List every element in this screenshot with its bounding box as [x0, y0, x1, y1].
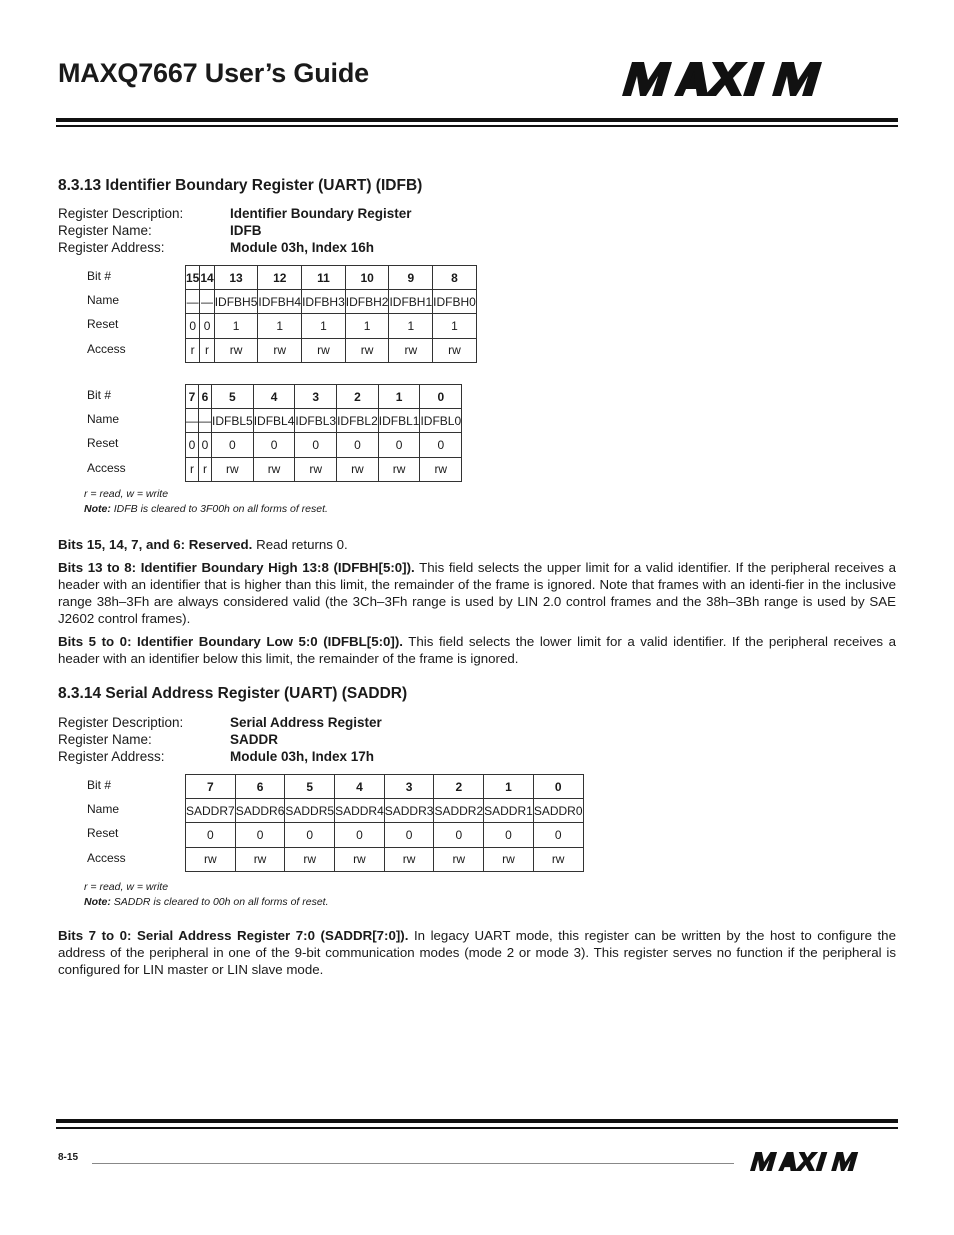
row-labels: [87, 774, 126, 871]
name-cell: IDFBL4: [253, 409, 295, 433]
access-row: [186, 338, 477, 362]
document-title: MAXQ7667 User’s Guide: [58, 58, 369, 88]
access-cell: rw: [389, 338, 433, 362]
row-labels: [87, 265, 126, 362]
para-bold: Bits 7 to 0: Serial Address Register 7:0 (SADDR[7:0]).: [58, 928, 409, 943]
name-cell: SADDR7: [186, 799, 236, 823]
reset-cell: 1: [345, 314, 389, 338]
para-text: Read returns 0.: [252, 537, 348, 552]
bit-cell: 3: [384, 775, 434, 799]
access-cell: rw: [186, 847, 236, 871]
reset-cell: 0: [186, 314, 200, 338]
access-cell: rw: [533, 847, 583, 871]
bit-name-row: [186, 799, 584, 823]
section-heading-idfb: 8.3.13 Identifier Boundary Register (UART) (IDFB): [58, 177, 423, 194]
desc-value: Module 03h, Index 16h: [230, 240, 375, 255]
bit-cell: 0: [533, 775, 583, 799]
bits-table: [185, 265, 477, 363]
reset-cell: 0: [253, 433, 295, 457]
bit-cell: 14: [200, 266, 214, 290]
desc-label: Register Address:: [58, 240, 165, 255]
access-row: [186, 847, 584, 871]
reset-cell: 0: [420, 433, 462, 457]
name-cell: —: [199, 409, 212, 433]
name-cell: SADDR6: [235, 799, 285, 823]
para-bold: Bits 15, 14, 7, and 6: Reserved.: [58, 537, 253, 552]
access-cell: r: [186, 457, 199, 481]
footer-rule-thin: [56, 1127, 898, 1129]
reset-cell: 0: [337, 433, 379, 457]
section-heading-saddr: 8.3.14 Serial Address Register (UART) (SADDR): [58, 685, 408, 702]
name-cell: IDFBH5: [214, 290, 258, 314]
desc-value: Module 03h, Index 17h: [230, 749, 375, 764]
bit-cell: 0: [420, 385, 462, 409]
desc-label: Register Description:: [58, 715, 184, 730]
reset-cell: 0: [212, 433, 254, 457]
bit-cell: 12: [258, 266, 302, 290]
access-cell: r: [199, 457, 212, 481]
access-cell: rw: [302, 338, 346, 362]
note-text: IDFB is cleared to 3F00h on all forms of reset.: [110, 502, 328, 515]
reset-cell: 0: [484, 823, 534, 847]
bits-table: [185, 774, 584, 872]
reset-row: [186, 823, 584, 847]
name-cell: SADDR5: [285, 799, 335, 823]
name-cell: SADDR3: [384, 799, 434, 823]
row-label: Access: [87, 850, 126, 865]
row-label: Access: [87, 341, 126, 356]
table-footnote-saddr: [84, 880, 329, 909]
access-cell: rw: [212, 457, 254, 481]
footer-rule-thick: [56, 1119, 898, 1123]
maxim-logo-footer: [750, 1152, 895, 1171]
reset-cell: 1: [389, 314, 433, 338]
access-cell: rw: [253, 457, 295, 481]
para-text: In legacy UART mode, this register can be written by the host to configure the address of the peripheral in one of the 9-bit communication modes (mode 2 or mode 3). This register serves no function if the peripheral is configured for LIN master or LIN slave mode.: [58, 928, 896, 977]
name-cell: IDFBL1: [378, 409, 420, 433]
bit-cell: 5: [212, 385, 254, 409]
bit-cell: 9: [389, 266, 433, 290]
reset-cell: 0: [186, 823, 236, 847]
bit-name-row: [186, 290, 477, 314]
bit-cell: 13: [214, 266, 258, 290]
name-cell: IDFBH3: [302, 290, 346, 314]
maxim-logo: [622, 62, 890, 96]
paragraph-reserved-bits: [58, 536, 896, 553]
name-cell: IDFBL5: [212, 409, 254, 433]
reset-cell: 0: [533, 823, 583, 847]
register-description-idfb: [58, 205, 412, 256]
reset-row: [186, 433, 462, 457]
page-number: 8-15: [58, 1152, 79, 1163]
header-rule-thin: [56, 125, 898, 127]
reset-cell: 1: [258, 314, 302, 338]
para-text: This field selects the lower limit for a valid identifier. If the peripheral receives a header with an identifier below this limit, the remainder of the frame is ignored.: [58, 634, 896, 666]
name-cell: —: [186, 409, 199, 433]
desc-value: Serial Address Register: [230, 715, 382, 730]
reset-cell: 0: [335, 823, 385, 847]
desc-label: Register Name:: [58, 223, 152, 238]
bit-cell: 15: [186, 266, 200, 290]
bit-number-row: [186, 385, 462, 409]
desc-label: Register Address:: [58, 749, 165, 764]
name-cell: IDFBL0: [420, 409, 462, 433]
bit-cell: 10: [345, 266, 389, 290]
reset-cell: 0: [295, 433, 337, 457]
bit-cell: 11: [302, 266, 346, 290]
bit-cell: 7: [186, 385, 199, 409]
note-label: Note:: [84, 895, 111, 908]
reset-cell: 0: [186, 433, 199, 457]
bit-cell: 4: [335, 775, 385, 799]
bits-table: [185, 384, 462, 482]
access-cell: rw: [258, 338, 302, 362]
row-label: Reset: [87, 436, 119, 451]
row-labels: [87, 384, 126, 481]
bit-number-row: [186, 266, 477, 290]
reset-cell: 0: [200, 314, 214, 338]
reset-cell: 0: [378, 433, 420, 457]
bit-cell: 6: [199, 385, 212, 409]
reset-cell: 0: [434, 823, 484, 847]
access-cell: rw: [420, 457, 462, 481]
reset-note: [84, 502, 328, 517]
access-cell: rw: [433, 338, 477, 362]
desc-label: Register Name:: [58, 732, 152, 747]
reset-cell: 0: [285, 823, 335, 847]
bit-cell: 5: [285, 775, 335, 799]
access-cell: rw: [235, 847, 285, 871]
paragraph-idfbl: [58, 633, 896, 667]
note-label: Note:: [84, 502, 111, 515]
para-bold: Bits 13 to 8: Identifier Boundary High 13:8 (IDFBH[5:0]).: [58, 560, 415, 575]
row-label: Access: [87, 460, 126, 475]
bit-cell: 4: [253, 385, 295, 409]
row-label: Name: [87, 802, 120, 817]
row-label: Name: [87, 293, 120, 308]
row-label: Reset: [87, 317, 119, 332]
footer-divider: [92, 1163, 734, 1164]
reset-cell: 0: [384, 823, 434, 847]
access-row: [186, 457, 462, 481]
access-cell: rw: [345, 338, 389, 362]
para-text: This field selects the upper limit for a valid identifier. If the peripheral receives a header with an identifier that is higher than this limit, the remainder of the frame is ignored. Note that frames with an identi-fier in the inclusive range 38h–3Fh are always considered valid (the 3Ch–3Fh range is used by LIN 2.0 control frames and the 38h–3Bh range is used by SAE J2602 control frames).: [58, 560, 896, 626]
name-cell: —: [200, 290, 214, 314]
bit-cell: 3: [295, 385, 337, 409]
row-label: Bit #: [87, 388, 112, 402]
access-cell: rw: [295, 457, 337, 481]
note-text: SADDR is cleared to 00h on all forms of reset.: [110, 895, 329, 908]
reset-note: [84, 895, 329, 910]
name-cell: SADDR0: [533, 799, 583, 823]
name-cell: IDFBH0: [433, 290, 477, 314]
bit-cell: 6: [235, 775, 285, 799]
reset-cell: 1: [302, 314, 346, 338]
name-cell: SADDR1: [484, 799, 534, 823]
bit-cell: 8: [433, 266, 477, 290]
name-cell: IDFBH4: [258, 290, 302, 314]
access-legend: r = read, w = write: [84, 488, 169, 500]
desc-value: IDFB: [230, 223, 262, 238]
access-cell: rw: [285, 847, 335, 871]
bit-name-row: [186, 409, 462, 433]
bit-cell: 7: [186, 775, 236, 799]
header-rule-thick: [56, 118, 898, 122]
bit-cell: 1: [484, 775, 534, 799]
name-cell: IDFBH2: [345, 290, 389, 314]
reset-cell: 0: [199, 433, 212, 457]
access-cell: r: [186, 338, 200, 362]
access-cell: rw: [434, 847, 484, 871]
register-description-saddr: [58, 714, 382, 765]
desc-label: Register Description:: [58, 206, 184, 221]
name-cell: —: [186, 290, 200, 314]
name-cell: IDFBH1: [389, 290, 433, 314]
row-label: Name: [87, 412, 120, 427]
para-bold: Bits 5 to 0: Identifier Boundary Low 5:0 (IDFBL[5:0]).: [58, 634, 403, 649]
access-cell: rw: [484, 847, 534, 871]
access-legend: r = read, w = write: [84, 881, 169, 893]
bit-cell: 2: [337, 385, 379, 409]
row-label: Reset: [87, 826, 119, 841]
name-cell: IDFBL2: [337, 409, 379, 433]
desc-value: Identifier Boundary Register: [230, 206, 412, 221]
table-footnote-idfb: [84, 487, 328, 516]
access-cell: rw: [337, 457, 379, 481]
reset-row: [186, 314, 477, 338]
row-label: Bit #: [87, 269, 112, 283]
access-cell: rw: [335, 847, 385, 871]
bit-cell: 2: [434, 775, 484, 799]
paragraph-saddr: [58, 927, 896, 978]
bit-number-row: [186, 775, 584, 799]
name-cell: SADDR4: [335, 799, 385, 823]
name-cell: IDFBL3: [295, 409, 337, 433]
paragraph-idfbh: [58, 559, 896, 627]
reset-cell: 0: [235, 823, 285, 847]
reset-cell: 1: [433, 314, 477, 338]
desc-value: SADDR: [230, 732, 279, 747]
reset-cell: 1: [214, 314, 258, 338]
access-cell: r: [200, 338, 214, 362]
bit-cell: 1: [378, 385, 420, 409]
row-label: Bit #: [87, 778, 112, 792]
access-cell: rw: [384, 847, 434, 871]
access-cell: rw: [214, 338, 258, 362]
access-cell: rw: [378, 457, 420, 481]
name-cell: SADDR2: [434, 799, 484, 823]
